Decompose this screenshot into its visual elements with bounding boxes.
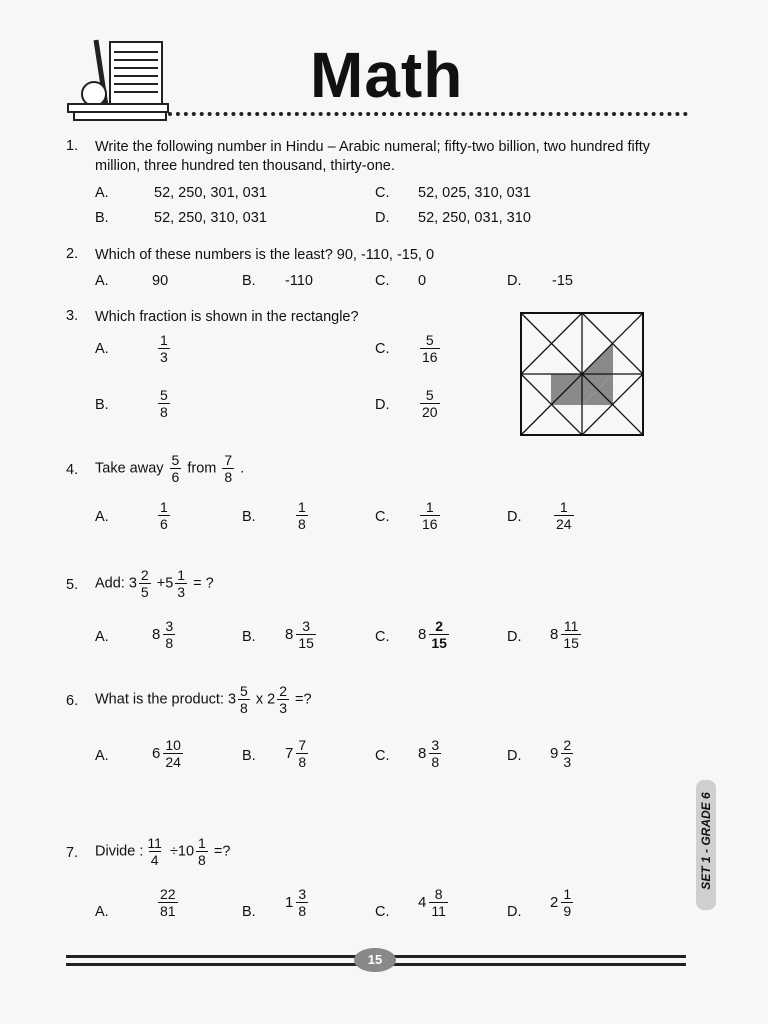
option-value: 9 $\frac{2}{3}$ — [550, 737, 572, 770]
option-letter: D. — [507, 629, 522, 645]
option-letter: A. — [95, 341, 109, 357]
side-tab: SET 1 - GRADE 6 — [696, 780, 716, 910]
option-letter: A. — [95, 629, 109, 645]
option-value: 7 $\frac{7}{8}$ — [285, 737, 307, 770]
option-value: 0 — [418, 273, 427, 289]
question-number: 3. — [66, 308, 79, 324]
option-value: $\frac{1}{24}$ — [556, 499, 572, 532]
option-letter: D. — [375, 210, 390, 226]
fraction-square-figure — [520, 312, 644, 436]
question-text: Which fraction is shown in the rectangle? — [95, 309, 359, 325]
option-value: $\frac{1}{8}$ — [298, 499, 306, 532]
option-value: 52, 250, 031, 310 — [418, 210, 531, 226]
option-value: 6 $\frac{10}{24}$ — [152, 737, 181, 770]
option-value: 1 $\frac{3}{8}$ — [285, 886, 307, 919]
option-letter: A. — [95, 273, 109, 289]
option-letter: C. — [375, 273, 390, 289]
question-number: 5. — [66, 577, 79, 593]
option-value: $\frac{22}{81}$ — [160, 886, 176, 919]
option-value: 2 $\frac{1}{9}$ — [550, 886, 572, 919]
option-letter: C. — [375, 629, 390, 645]
option-letter: A. — [95, 904, 109, 920]
page-number: 15 — [354, 948, 396, 972]
option-value: 8 $\frac{3}{8}$ — [152, 618, 174, 651]
option-value: $\frac{5}{8}$ — [160, 387, 168, 420]
question-text: Add: 3 $\frac{2}{5}$ +5 $\frac{1}{3}$ = ? — [95, 567, 214, 600]
books-pencil-icon — [66, 36, 170, 126]
option-letter: C. — [375, 185, 390, 201]
option-letter: D. — [507, 748, 522, 764]
option-value: $\frac{5}{16}$ — [422, 332, 438, 365]
option-value: 52, 250, 301, 031 — [154, 185, 267, 201]
option-letter: D. — [507, 273, 522, 289]
option-value: $\frac{1}{16}$ — [422, 499, 438, 532]
option-letter: B. — [242, 904, 256, 920]
question-text: What is the product: 3 $\frac{5}{8}$ x 2 $\frac{2}{3}$ =? — [95, 683, 312, 716]
option-value: -15 — [552, 273, 573, 289]
option-value: 52, 025, 310, 031 — [418, 185, 531, 201]
option-value: 4 $\frac{8}{11}$ — [418, 886, 446, 919]
option-value: 8 $\frac{2}{15}$ — [418, 618, 447, 651]
option-letter: C. — [375, 341, 390, 357]
option-letter: B. — [242, 509, 256, 525]
option-value: $\frac{1}{6}$ — [160, 499, 168, 532]
option-letter: A. — [95, 748, 109, 764]
question-text: Which of these numbers is the least? 90, -110, -15, 0 — [95, 247, 435, 263]
option-value: 8 $\frac{11}{15}$ — [550, 618, 579, 651]
question-number: 4. — [66, 462, 79, 478]
option-letter: D. — [375, 397, 390, 413]
title-divider — [168, 112, 688, 116]
question-number: 7. — [66, 845, 79, 861]
option-value: $\frac{1}{3}$ — [160, 332, 168, 365]
option-letter: B. — [95, 210, 109, 226]
question-text: Divide : $\frac{11}{4}$ ÷10 $\frac{1}{8}$ =? — [95, 835, 231, 868]
option-letter: B. — [95, 397, 109, 413]
option-letter: D. — [507, 904, 522, 920]
option-value: -110 — [285, 273, 313, 289]
question-text: Take away $\frac{5}{6}$ from $\frac{7}{8}$ . — [95, 452, 245, 485]
option-letter: B. — [242, 273, 256, 289]
option-letter: C. — [375, 509, 390, 525]
question-number: 6. — [66, 693, 79, 709]
option-value: 8 $\frac{3}{15}$ — [285, 618, 314, 651]
option-letter: A. — [95, 185, 109, 201]
option-letter: B. — [242, 629, 256, 645]
option-letter: D. — [507, 509, 522, 525]
question-number: 1. — [66, 138, 79, 154]
option-value: 8 $\frac{3}{8}$ — [418, 737, 440, 770]
option-letter: A. — [95, 509, 109, 525]
question-number: 2. — [66, 246, 79, 262]
option-letter: C. — [375, 904, 390, 920]
option-letter: B. — [242, 748, 256, 764]
option-value: $\frac{5}{20}$ — [422, 387, 438, 420]
option-value: 90 — [152, 273, 169, 289]
page-title: Math — [310, 39, 464, 111]
question-text: million, three hundred ten thousand, thirty-one. — [95, 158, 395, 174]
option-value: 52, 250, 310, 031 — [154, 210, 267, 226]
question-text: Write the following number in Hindu – Arabic numeral; fifty-two billion, two hundred fifty — [95, 139, 651, 155]
option-letter: C. — [375, 748, 390, 764]
